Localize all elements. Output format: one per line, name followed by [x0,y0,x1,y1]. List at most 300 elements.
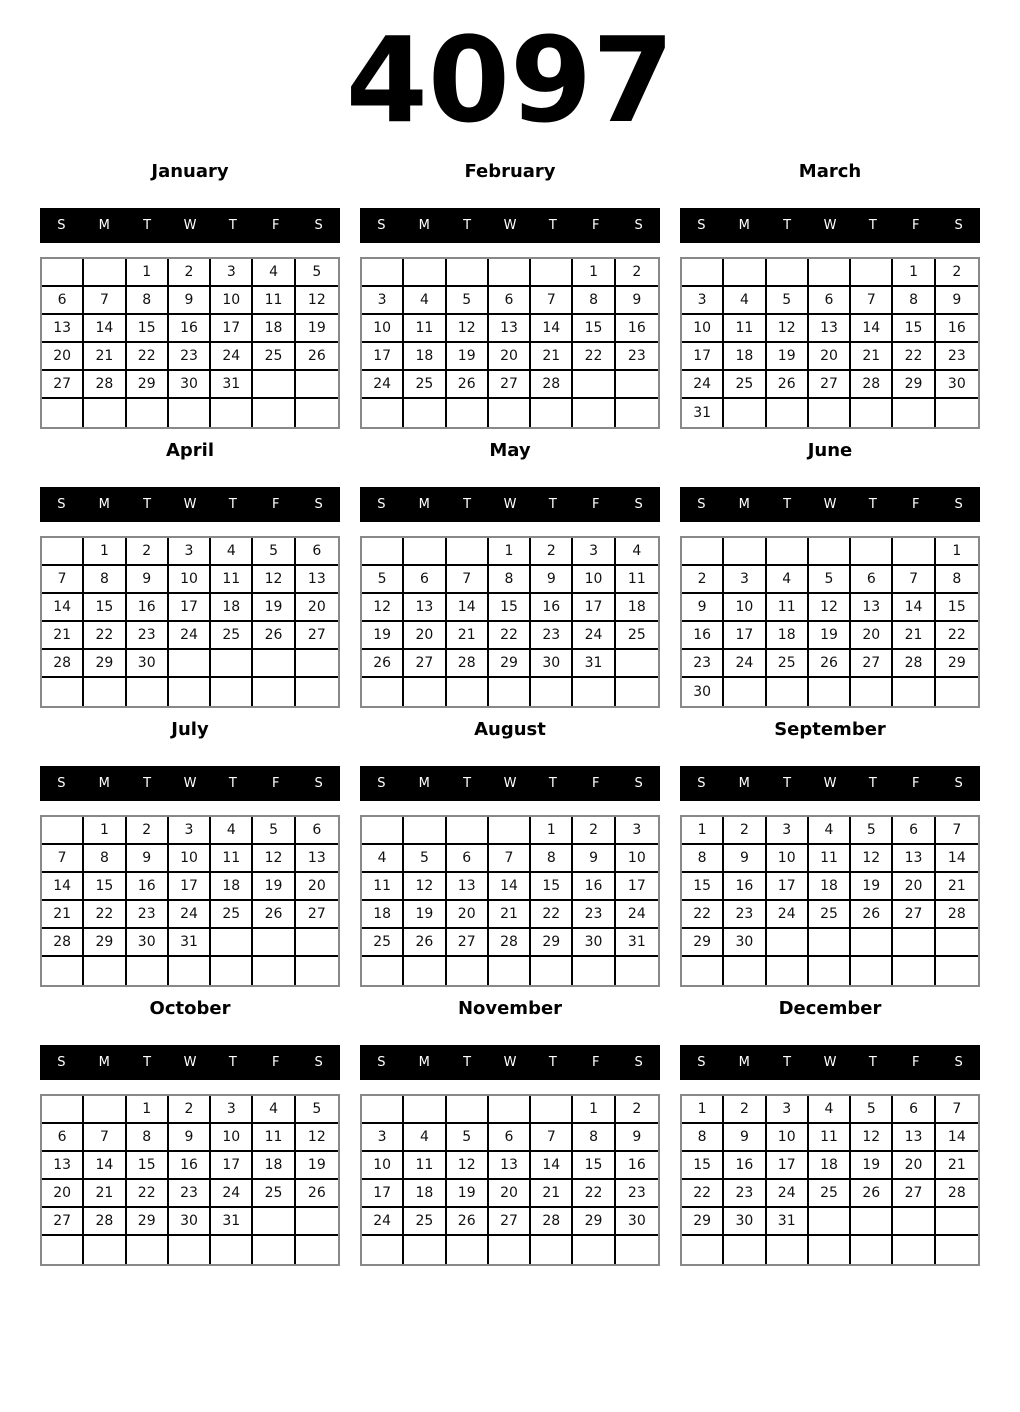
day-cell: 12 [362,594,404,622]
empty-day-cell [809,929,851,957]
day-cell: 30 [936,371,978,399]
day-cell: 4 [767,566,809,594]
day-cell: 15 [682,873,724,901]
empty-day-cell [767,259,809,287]
empty-day-cell [489,957,531,985]
day-cell: 9 [724,845,766,873]
weekday-label: T [548,1055,557,1070]
empty-day-cell [84,678,126,706]
day-cell: 15 [573,1152,615,1180]
day-cell: 3 [169,817,211,845]
day-cell: 1 [893,259,935,287]
day-cell: 26 [767,371,809,399]
day-cell: 31 [616,929,658,957]
empty-day-cell [253,1236,295,1264]
weekday-label: M [738,218,750,233]
empty-day-cell [253,399,295,427]
empty-day-cell [851,957,893,985]
day-cell: 16 [724,1152,766,1180]
day-cell: 29 [84,929,126,957]
day-cell: 17 [767,1152,809,1180]
empty-day-cell [127,1236,169,1264]
empty-day-cell [573,399,615,427]
weekday-label: F [591,218,600,233]
day-cell: 14 [447,594,489,622]
day-cell: 12 [296,1124,338,1152]
day-cell: 23 [127,622,169,650]
day-cell: 5 [767,287,809,315]
day-cell: 21 [447,622,489,650]
day-cell: 18 [211,594,253,622]
month-grid [680,815,980,987]
day-cell: 2 [127,538,169,566]
day-cell: 19 [296,1152,338,1180]
day-cell: 17 [362,1180,404,1208]
day-cell: 24 [616,901,658,929]
day-cell: 29 [682,929,724,957]
month-title: September [774,719,886,740]
day-cell: 11 [809,1124,851,1152]
empty-day-cell [296,678,338,706]
empty-day-cell [851,399,893,427]
empty-day-cell [893,538,935,566]
day-cell: 30 [169,371,211,399]
day-cell: 10 [211,287,253,315]
empty-day-cell [42,1096,84,1124]
weekday-label: S [57,218,66,233]
empty-day-cell [296,1236,338,1264]
weekday-label: M [98,776,110,791]
day-cell: 3 [211,259,253,287]
day-cell: 24 [724,650,766,678]
weekday-label: T [548,497,557,512]
day-cell: 16 [531,594,573,622]
day-cell: 16 [616,315,658,343]
empty-day-cell [616,678,658,706]
day-cell: 26 [851,901,893,929]
weekday-label: F [591,1055,600,1070]
day-cell: 1 [682,817,724,845]
day-cell: 31 [573,650,615,678]
day-cell: 22 [489,622,531,650]
day-cell: 21 [936,1152,978,1180]
day-cell: 20 [489,343,531,371]
month-grid [360,536,660,708]
empty-day-cell [809,1236,851,1264]
day-cell: 18 [809,1152,851,1180]
day-cell: 7 [84,1124,126,1152]
day-cell: 1 [127,259,169,287]
empty-day-cell [851,678,893,706]
empty-day-cell [404,399,446,427]
empty-day-cell [531,259,573,287]
weekday-label: S [697,1055,706,1070]
day-cell: 14 [531,1152,573,1180]
empty-day-cell [851,259,893,287]
empty-day-cell [296,1208,338,1236]
day-cell: 8 [127,1124,169,1152]
day-cell: 26 [447,371,489,399]
empty-day-cell [573,371,615,399]
day-cell: 22 [84,901,126,929]
day-cell: 22 [573,343,615,371]
day-cell: 4 [211,817,253,845]
empty-day-cell [936,1208,978,1236]
month-grid [40,257,340,429]
day-cell: 25 [767,650,809,678]
weekday-label: M [738,497,750,512]
empty-day-cell [84,1096,126,1124]
month-title: December [778,998,882,1019]
day-cell: 14 [42,594,84,622]
weekday-header-row [360,208,660,243]
day-cell: 25 [809,1180,851,1208]
month-title: June [807,440,853,461]
day-cell: 3 [573,538,615,566]
day-cell: 24 [211,343,253,371]
day-cell: 9 [531,566,573,594]
weekday-label: F [911,776,920,791]
day-cell: 31 [682,399,724,427]
day-cell: 20 [809,343,851,371]
day-cell: 25 [211,622,253,650]
weekday-label: T [868,218,877,233]
empty-day-cell [682,538,724,566]
day-cell: 12 [253,845,295,873]
empty-day-cell [296,929,338,957]
weekday-header-row [680,1045,980,1080]
day-cell: 28 [84,1208,126,1236]
empty-day-cell [531,1236,573,1264]
day-cell: 23 [616,343,658,371]
weekday-label: S [697,776,706,791]
day-cell: 3 [724,566,766,594]
month-title: July [171,719,209,740]
day-cell: 23 [127,901,169,929]
empty-day-cell [936,1236,978,1264]
empty-day-cell [84,399,126,427]
day-cell: 5 [253,538,295,566]
day-cell: 7 [42,566,84,594]
weekday-label: F [271,776,280,791]
day-cell: 18 [404,1180,446,1208]
month-block [40,997,340,1266]
day-cell: 12 [404,873,446,901]
day-cell: 21 [84,343,126,371]
day-cell: 4 [253,1096,295,1124]
day-cell: 15 [893,315,935,343]
day-cell: 10 [169,845,211,873]
day-cell: 26 [362,650,404,678]
day-cell: 29 [84,650,126,678]
months-grid [0,160,1020,1266]
weekday-label: S [954,1055,963,1070]
day-cell: 26 [296,343,338,371]
month-grid [680,257,980,429]
day-cell: 13 [893,845,935,873]
empty-day-cell [296,399,338,427]
day-cell: 18 [767,622,809,650]
empty-day-cell [211,650,253,678]
day-cell: 20 [42,1180,84,1208]
empty-day-cell [809,399,851,427]
empty-day-cell [404,817,446,845]
weekday-label: S [57,776,66,791]
day-cell: 14 [42,873,84,901]
weekday-label: T [783,218,792,233]
day-cell: 27 [42,371,84,399]
day-cell: 30 [169,1208,211,1236]
empty-day-cell [724,678,766,706]
month-block [680,439,980,708]
day-cell: 28 [851,371,893,399]
day-cell: 6 [489,287,531,315]
day-cell: 22 [84,622,126,650]
day-cell: 8 [531,845,573,873]
day-cell: 16 [616,1152,658,1180]
weekday-header-row [40,487,340,522]
day-cell: 22 [682,1180,724,1208]
empty-day-cell [253,650,295,678]
day-cell: 27 [489,371,531,399]
day-cell: 11 [253,287,295,315]
month-title: October [149,998,231,1019]
weekday-label: T [228,218,237,233]
day-cell: 1 [573,1096,615,1124]
day-cell: 19 [447,1180,489,1208]
weekday-label: T [463,497,472,512]
weekday-label: S [314,776,323,791]
weekday-label: T [783,1055,792,1070]
day-cell: 20 [296,873,338,901]
weekday-header-row [360,1045,660,1080]
empty-day-cell [809,678,851,706]
empty-day-cell [253,929,295,957]
weekday-label: T [868,776,877,791]
day-cell: 14 [893,594,935,622]
day-cell: 5 [362,566,404,594]
weekday-label: S [697,218,706,233]
empty-day-cell [573,957,615,985]
day-cell: 22 [531,901,573,929]
day-cell: 21 [851,343,893,371]
empty-day-cell [404,957,446,985]
day-cell: 3 [682,287,724,315]
weekday-header-row [360,766,660,801]
empty-day-cell [447,678,489,706]
day-cell: 12 [296,287,338,315]
month-block [40,439,340,708]
empty-day-cell [447,1096,489,1124]
day-cell: 2 [169,1096,211,1124]
empty-day-cell [42,1236,84,1264]
day-cell: 2 [724,1096,766,1124]
weekday-header-row [360,487,660,522]
weekday-label: W [503,1055,517,1070]
day-cell: 13 [809,315,851,343]
weekday-header-row [680,766,980,801]
month-block [360,160,660,429]
empty-day-cell [936,678,978,706]
day-cell: 14 [84,315,126,343]
day-cell: 4 [362,845,404,873]
month-grid [680,536,980,708]
empty-day-cell [42,399,84,427]
day-cell: 26 [809,650,851,678]
day-cell: 6 [851,566,893,594]
day-cell: 2 [531,538,573,566]
month-grid [40,1094,340,1266]
weekday-label: F [911,1055,920,1070]
day-cell: 1 [573,259,615,287]
day-cell: 29 [682,1208,724,1236]
day-cell: 9 [724,1124,766,1152]
empty-day-cell [936,957,978,985]
weekday-label: S [954,776,963,791]
empty-day-cell [211,399,253,427]
day-cell: 9 [169,287,211,315]
weekday-header-row [680,487,980,522]
empty-day-cell [489,1096,531,1124]
day-cell: 28 [936,901,978,929]
day-cell: 15 [127,315,169,343]
day-cell: 2 [169,259,211,287]
empty-day-cell [296,371,338,399]
empty-day-cell [42,957,84,985]
day-cell: 24 [682,371,724,399]
day-cell: 8 [893,287,935,315]
weekday-label: W [183,1055,197,1070]
day-cell: 28 [489,929,531,957]
day-cell: 17 [169,594,211,622]
day-cell: 22 [682,901,724,929]
day-cell: 11 [404,315,446,343]
empty-day-cell [447,399,489,427]
day-cell: 24 [767,1180,809,1208]
day-cell: 31 [767,1208,809,1236]
empty-day-cell [724,1236,766,1264]
day-cell: 16 [127,873,169,901]
day-cell: 24 [169,622,211,650]
day-cell: 11 [253,1124,295,1152]
empty-day-cell [573,678,615,706]
weekday-header-row [40,208,340,243]
day-cell: 27 [489,1208,531,1236]
empty-day-cell [211,678,253,706]
month-block [360,439,660,708]
day-cell: 27 [42,1208,84,1236]
day-cell: 27 [893,1180,935,1208]
day-cell: 6 [42,1124,84,1152]
weekday-label: T [463,776,472,791]
day-cell: 7 [936,817,978,845]
day-cell: 25 [253,343,295,371]
day-cell: 29 [489,650,531,678]
weekday-label: S [314,218,323,233]
day-cell: 20 [42,343,84,371]
weekday-label: M [98,218,110,233]
day-cell: 7 [42,845,84,873]
day-cell: 1 [936,538,978,566]
day-cell: 24 [573,622,615,650]
empty-day-cell [767,1236,809,1264]
empty-day-cell [616,957,658,985]
day-cell: 19 [362,622,404,650]
day-cell: 9 [169,1124,211,1152]
day-cell: 9 [127,566,169,594]
day-cell: 14 [936,1124,978,1152]
weekday-label: S [697,497,706,512]
empty-day-cell [531,399,573,427]
empty-day-cell [42,817,84,845]
day-cell: 19 [404,901,446,929]
day-cell: 8 [573,1124,615,1152]
day-cell: 3 [767,817,809,845]
empty-day-cell [447,957,489,985]
month-grid [680,1094,980,1266]
weekday-label: F [911,218,920,233]
weekday-label: S [377,218,386,233]
day-cell: 23 [169,343,211,371]
day-cell: 29 [936,650,978,678]
day-cell: 31 [169,929,211,957]
weekday-label: S [377,1055,386,1070]
empty-day-cell [531,957,573,985]
day-cell: 28 [84,371,126,399]
weekday-label: F [591,497,600,512]
day-cell: 17 [682,343,724,371]
day-cell: 5 [851,1096,893,1124]
day-cell: 13 [42,1152,84,1180]
day-cell: 10 [573,566,615,594]
empty-day-cell [809,957,851,985]
day-cell: 28 [42,650,84,678]
empty-day-cell [127,399,169,427]
empty-day-cell [362,1096,404,1124]
empty-day-cell [362,957,404,985]
day-cell: 6 [42,287,84,315]
weekday-label: T [143,218,152,233]
day-cell: 5 [809,566,851,594]
day-cell: 31 [211,371,253,399]
empty-day-cell [404,678,446,706]
day-cell: 27 [447,929,489,957]
empty-day-cell [253,957,295,985]
day-cell: 29 [127,1208,169,1236]
empty-day-cell [489,678,531,706]
weekday-label: T [548,776,557,791]
day-cell: 21 [531,1180,573,1208]
day-cell: 23 [616,1180,658,1208]
day-cell: 8 [682,845,724,873]
day-cell: 23 [936,343,978,371]
day-cell: 2 [724,817,766,845]
empty-day-cell [893,1236,935,1264]
empty-day-cell [404,259,446,287]
day-cell: 16 [573,873,615,901]
day-cell: 15 [489,594,531,622]
day-cell: 17 [362,343,404,371]
day-cell: 3 [211,1096,253,1124]
day-cell: 13 [296,566,338,594]
empty-day-cell [616,371,658,399]
day-cell: 19 [253,594,295,622]
day-cell: 30 [127,929,169,957]
day-cell: 28 [936,1180,978,1208]
empty-day-cell [893,1208,935,1236]
day-cell: 26 [253,622,295,650]
weekday-label: W [823,776,837,791]
